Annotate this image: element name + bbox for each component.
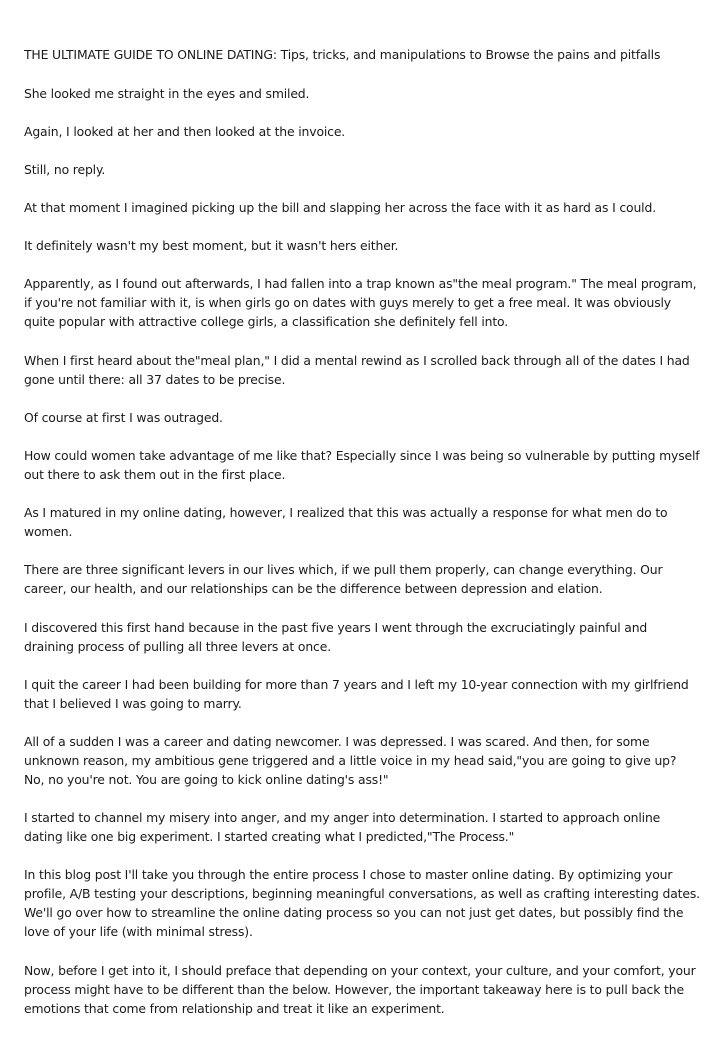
paragraph: How could women take advantage of me like that? Especially since I was being so vulnerable by putting myself out there to ask them out in the first place. <box>24 448 700 482</box>
paragraph: There are three significant levers in our lives which, if we pull them properly, can change everything. Our career, our health, and our relationships can be the difference between depression and elation. <box>24 562 663 597</box>
paragraph: I discovered this first hand because in the past five years I went through the excruciatingly painful and draining process of pulling all three levers at once. <box>24 619 648 654</box>
document-body <box>24 45 700 1037</box>
paragraph: I quit the career I had been building for more than 7 years and I left my 10-year connection with my girlfriend that I believed I was going to marry. <box>24 676 689 711</box>
paragraph: When I first heard about the"meal plan," I did a mental rewind as I scrolled back through all of the dates I had gone until there: all 37 dates to be precise. <box>24 352 690 387</box>
paragraph: Still, no reply. <box>24 161 106 177</box>
paragraph: I started to channel my misery into anger, and my anger into determination. I started to approach online dating like one big experiment. I started creating what I predicted,"The Process." <box>24 810 661 845</box>
paragraph: All of a sudden I was a career and dating newcomer. I was depressed. I was scared. And then, for some unknown reason, my ambitious gene triggered and a little voice in my head said,"you are going to give up? No, no you're not. You are going to kick online dating's ass!" <box>24 733 677 787</box>
paragraph: At that moment I imagined picking up the bill and slapping her across the face with it as hard as I could. <box>24 200 656 216</box>
paragraph: Again, I looked at her and then looked at the invoice. <box>24 123 346 139</box>
paragraph: As I matured in my online dating, however, I realized that this was actually a response for what men do to women. <box>24 505 668 540</box>
document-title: THE ULTIMATE GUIDE TO ONLINE DATING: Tips, tricks, and manipulations to Browse the pains and pitfalls <box>24 47 661 62</box>
paragraph: Now, before I get into it, I should preface that depending on your context, your culture, and your comfort, your process might have to be different than the below. However, the important takeaway here is to pull back the emotions that come from relationship and treat it like an experiment. <box>24 962 696 1016</box>
paragraph: Of course at first I was outraged. <box>24 409 223 425</box>
paragraph: It definitely wasn't my best moment, but it wasn't hers either. <box>24 238 399 254</box>
paragraph: Apparently, as I found out afterwards, I had fallen into a trap known as"the meal program." The meal program, if you're not familiar with it, is when girls go on dates with guys merely to get a free meal. It was obviously quite popular with attractive college girls, a classification she definitely fell into. <box>24 276 697 330</box>
paragraph: She looked me straight in the eyes and smiled. <box>24 85 310 101</box>
paragraph: In this blog post I'll take you through the entire process I chose to master online dating. By optimizing your profile, A/B testing your descriptions, beginning meaningful conversations, as well as crafting interesting dates. We'll go over how to streamline the online dating process so you can not just get dates, but possibly find the love of your life (with minimal stress). <box>24 867 700 940</box>
